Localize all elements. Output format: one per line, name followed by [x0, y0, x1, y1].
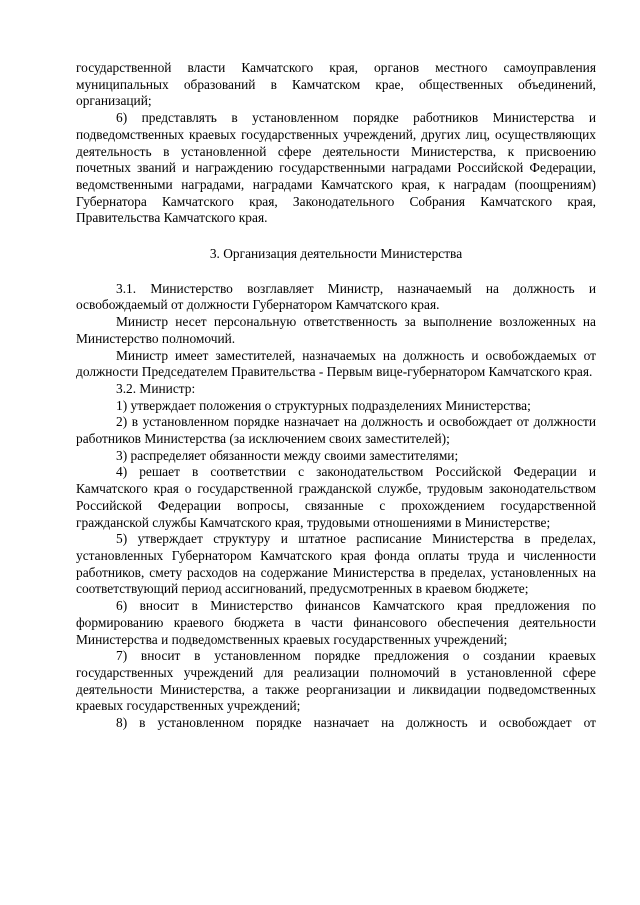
paragraph: Министр имеет заместителей, назначаемых на должность и освобождаемых от должности Председателем Правительства - Первым вице-губернатором Камчатского края.	[76, 347, 596, 380]
paragraph: 6) представлять в установленном порядке работников Министерства и подведомственных краевых государственных учреждений, других лиц, осуществляющих деятельность в установленной сфере деятельности Министерства, к присвоению почетных званий и награждению государственными наградами Российской Федерации, ведомственными наградами, наградами Камчатского края, к наградам (поощрениям) Губернатора Камчатского края, Законодательного Собрания Камчатского края, Правительства Камчатского края.	[76, 110, 596, 226]
paragraph: 7) вносит в установленном порядке предложения о создании краевых государственных учреждений для реализации полномочий в установленной сфере деятельности Министерства, а также реорганизации и ликвидации подведомственных краевых государственных учреждений;	[76, 648, 596, 714]
paragraph: 1) утверждает положения о структурных подразделениях Министерства;	[116, 397, 531, 413]
document-body	[76, 60, 596, 732]
paragraph: 3.1. Министерство возглавляет Министр, назначаемый на должность и освобождаемый от должности Губернатором Камчатского края.	[76, 280, 596, 313]
paragraph: 6) вносит в Министерство финансов Камчатского края предложения по формированию краевого бюджета в части финансового обеспечения деятельности Министерства и подведомственных краевых государственных учреждений;	[76, 598, 596, 647]
paragraph: 3.2. Министр:	[116, 380, 196, 396]
paragraph: 2) в установленном порядке назначает на должность и освобождает от должности работников Министерства (за исключением своих заместителей);	[76, 414, 596, 447]
paragraph: 4) решает в соответствии с законодательством Российской Федерации и Камчатского края о государственной гражданской службе, трудовым законодательством Российской Федерации вопросы, связанные с прохождением государственной гражданской службы Камчатского края, трудовыми отношениями в Министерстве;	[76, 464, 596, 530]
paragraph: Министр несет персональную ответственность за выполнение возложенных на Министерство полномочий.	[76, 314, 596, 346]
paragraph: государственной власти Камчатского края, органов местного самоуправления муниципальных образований в Камчатском крае, общественных объединений, организаций;	[76, 60, 596, 109]
section-title: 3. Организация деятельности Министерства	[209, 246, 463, 262]
paragraph: 3) распределяет обязанности между своими заместителями;	[116, 447, 459, 463]
paragraph: 5) утверждает структуру и штатное расписание Министерства в пределах, установленных Губернатором Камчатского края фонда оплаты труда и численности работников, смету расходов на содержание Министерства в пределах, установленных на соответствующий период ассигнований, предусмотренных в краевом бюджете;	[76, 531, 596, 597]
paragraph: 8) в установленном порядке назначает на должность и освобождает от	[116, 715, 596, 731]
